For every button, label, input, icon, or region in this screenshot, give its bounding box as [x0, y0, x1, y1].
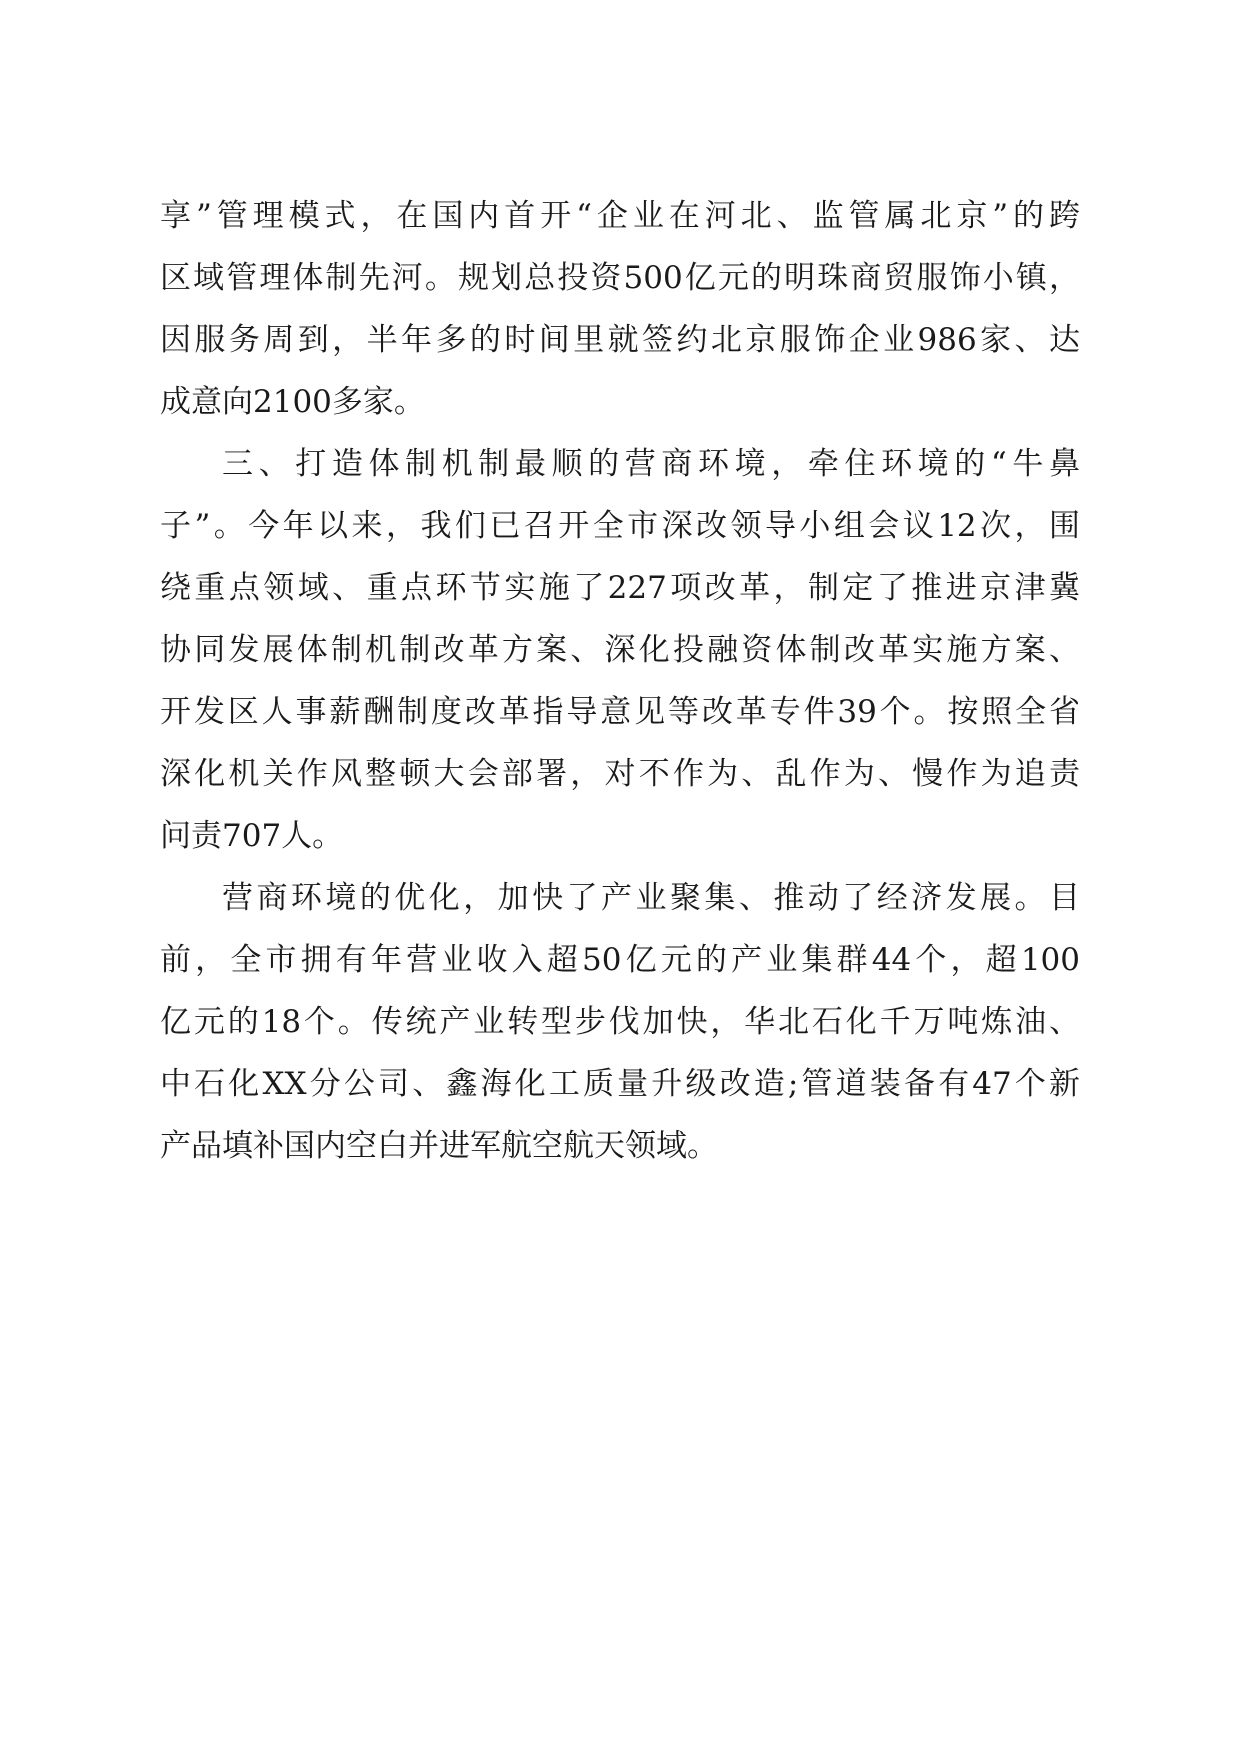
text-line: 问责707人。	[160, 818, 344, 854]
text-line: 产品填补国内空白并进军航空航天领域。	[160, 1128, 718, 1164]
text-line: 享”管理模式，在国内首开“企业在河北、监管属北京”的跨	[160, 198, 1080, 234]
document-body	[160, 185, 1080, 1177]
text-line: 成意向2100多家。	[160, 384, 425, 420]
text-line: 协同发展体制机制改革方案、深化投融资体制改革实施方案、	[160, 632, 1080, 668]
text-line: 因服务周到，半年多的时间里就签约北京服饰企业986家、达	[160, 322, 1080, 358]
text-line: 绕重点领域、重点环节实施了227项改革，制定了推进京津冀	[160, 570, 1080, 606]
text-line: 亿元的18个。传统产业转型步伐加快，华北石化千万吨炼油、	[160, 1004, 1080, 1040]
paragraph-first-line: 营商环境的优化，加快了产业聚集、推动了经济发展。目	[222, 880, 1080, 916]
text-line: 开发区人事薪酬制度改革指导意见等改革专件39个。按照全省	[160, 694, 1080, 730]
text-line: 子”。今年以来，我们已召开全市深改领导小组会议12次，围	[160, 508, 1080, 544]
text-line: 前，全市拥有年营业收入超50亿元的产业集群44个，超100	[160, 942, 1080, 978]
text-line: 深化机关作风整顿大会部署，对不作为、乱作为、慢作为追责	[160, 756, 1080, 792]
paragraph-first-line: 三、打造体制机制最顺的营商环境，牵住环境的“牛鼻	[222, 446, 1080, 482]
text-line: 中石化XX分公司、鑫海化工质量升级改造;管道装备有47个新	[160, 1066, 1080, 1102]
text-line: 区域管理体制先河。规划总投资500亿元的明珠商贸服饰小镇，	[160, 260, 1080, 296]
